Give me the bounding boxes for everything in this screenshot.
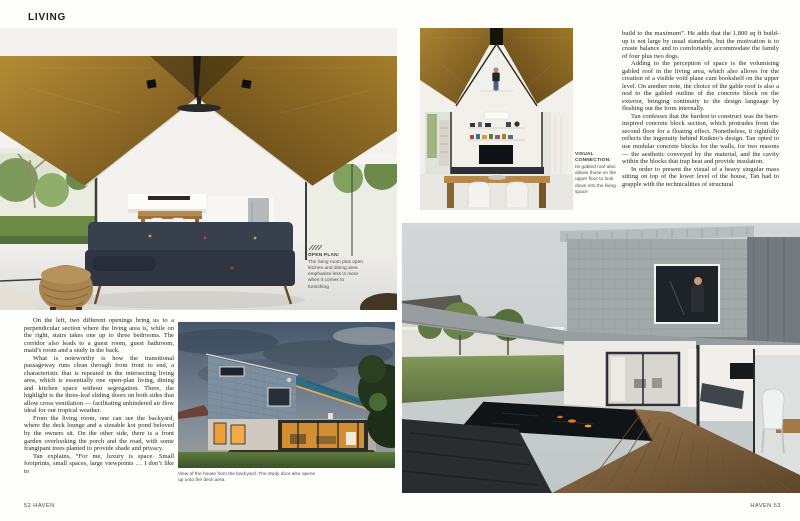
- page-footer-right: HAVEN 53: [750, 503, 781, 509]
- visual-connection-caption-label: VISUAL CONNECTION:: [575, 152, 612, 164]
- open-plan-caption-body: The living room plus open kitchen and dining area emphasise less is more when it comes to furnishing: [308, 259, 363, 290]
- body-paragraph: Tan confesses that the hardest to construct was the barn-inspired concrete block section, which protrudes from the second floor for a floating effect. Nonetheless, it rightfully reflects the ingenuity behind Knikno’s design. Tan opted to use modular concrete blocks for the walls, for two reasons — the aesthetic conveyed by the material, and the cavity within the blocks that trap heat and provide insulation.: [622, 112, 779, 166]
- visual-connection-caption-body: Its gabled roof also allows those on the upper floor to look down into the living space: [575, 164, 617, 195]
- body-paragraph: What is noteworthy is how the transitional passageway runs clean through from front to end, a characteristic that is repeated in the intersecting living area, which is essentially one open-plan living, dining and kitchen space without segregation. There, the highlight is the three-leaf sliding doors on both sides that allow cross ventilation — facilitating unhindered air flow ideal for our tropical weather.: [24, 354, 174, 415]
- backyard-house-photo: [178, 322, 395, 468]
- section-label: LIVING: [28, 12, 67, 23]
- visual-connection-caption: [575, 152, 617, 196]
- dining-chair: [506, 182, 528, 207]
- backyard-photo-caption: [178, 472, 318, 484]
- dining-chair: [468, 182, 490, 207]
- tv-screen: [479, 145, 513, 164]
- pond-terrace-photo: [402, 223, 800, 493]
- hatch-mark-icon: [308, 244, 322, 251]
- dining-area-photo: [420, 28, 573, 210]
- body-paragraph: From the living room, one can see the backyard, where the deck lounge and a sizeable koi pond beloved by the owners sit. On the other side, there is a front garden overlooking the porch and the road, with some frangipani trees planted to provide shade and privacy.: [24, 414, 174, 453]
- ceiling-fan: [177, 104, 221, 112]
- person-at-window: [694, 277, 702, 285]
- sofa-backrest: [88, 222, 293, 254]
- dining-area-illustration: [420, 28, 573, 210]
- backyard-caption-body: View of the house from the backyard. The study door also opens up onto the deck area: [178, 472, 315, 484]
- body-paragraph: On the left, two different openings bring us to a perpendicular section where the living area is, while on the right, stairs takes one up to three bedrooms. The corridor also leads to a guest room, guest bathroom, maid’s room and a study in the back.: [24, 317, 174, 355]
- person-upper-floor: [493, 67, 498, 72]
- open-plan-caption: [308, 244, 366, 291]
- article-left-column: [24, 317, 174, 475]
- body-paragraph: Adding to the perception of space is the volumising gabled roof in the living area, which also allows for the creation of a visible void plane cum bookshelf on the upper level. On another note, the choice of the gable roof is also a nod to the gabled outline of the concrete block on the exterior, bringing continuity to the design language by fleshing out the form internally.: [622, 60, 779, 113]
- page-footer-left: 52 HAVEN: [24, 503, 55, 509]
- body-paragraph: build to the maximum”. He adds that the 1,800 sq ft build-up is not large by usual standards, but the motivation is to create balance and to comfortably accommodate the family of four plus two dogs.: [622, 30, 779, 60]
- body-paragraph: In order to present the visual of a heavy singular mass sitting on top of the lower level of the house, Tan had to grapple with the technicalities of structural: [622, 165, 779, 188]
- white-chair: [762, 389, 784, 429]
- backyard-house-illustration: [178, 322, 395, 468]
- article-right-column: [622, 30, 779, 188]
- open-plan-caption-label: OPEN PLAN:: [308, 253, 340, 258]
- pond-terrace-illustration: [402, 223, 800, 493]
- body-paragraph: Tan explains, “For me, luxury is space. Small footprints, small spaces, large viewpoints … I don’t like to: [24, 452, 174, 475]
- tv-screen: [730, 363, 757, 379]
